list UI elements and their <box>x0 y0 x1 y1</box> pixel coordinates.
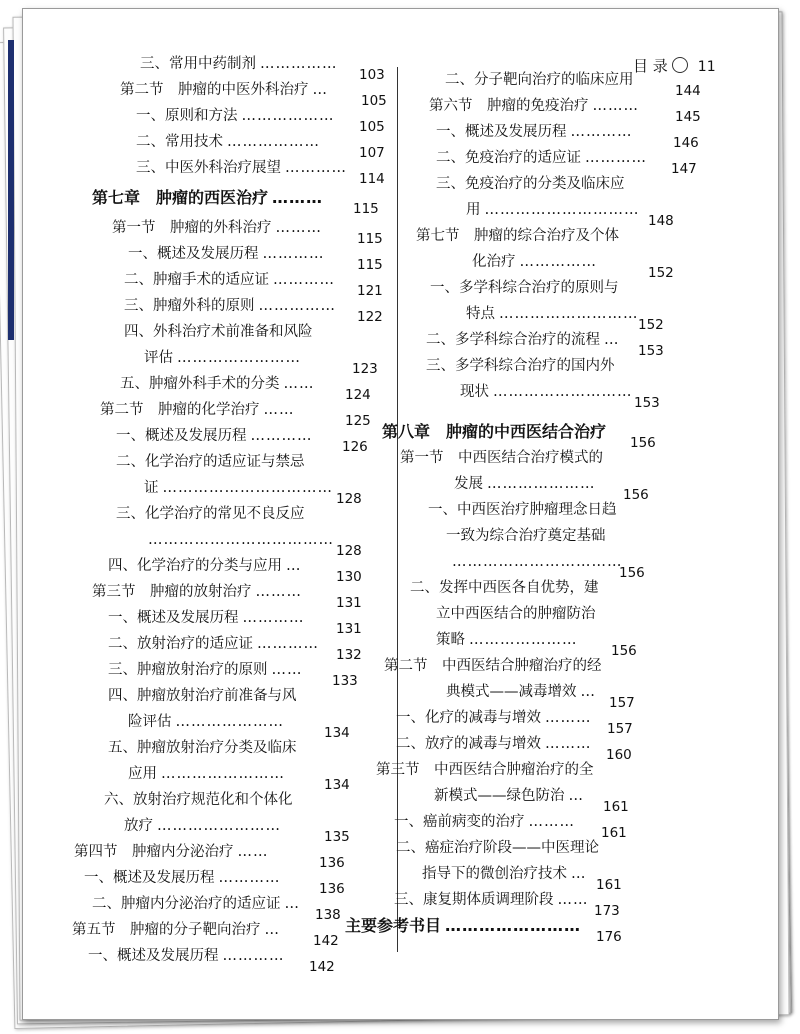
toc-entry-title: 三、常用中药制剂 <box>140 56 256 72</box>
toc-entry-title: 一、概述及发展历程 <box>84 870 215 886</box>
toc-entry-title: 一、概述及发展历程 <box>116 428 247 444</box>
toc-entry-page: 144 <box>675 83 701 99</box>
toc-entry-title: 二、发挥中西医各自优势，建 <box>410 580 599 596</box>
toc-entry <box>436 175 625 193</box>
toc-entry-title: 二、多学科综合治疗的流程 <box>426 332 600 348</box>
toc-entry-title: 一、原则和方法 <box>136 108 238 124</box>
toc-entry-page: 135 <box>324 829 350 845</box>
toc-entry-leader: …………………………… <box>162 480 333 496</box>
toc-entry-page: 115 <box>357 257 383 273</box>
toc-entry-page: 114 <box>359 171 385 187</box>
toc-entry <box>448 553 623 571</box>
toc-entry-title: 第二节 肿瘤的中医外科治疗 <box>120 82 309 98</box>
toc-entry-leader: … <box>571 866 587 882</box>
toc-entry-title: 指导下的微创治疗技术 <box>422 866 567 882</box>
toc-entry-title: 四、外科治疗术前准备和风险 <box>124 324 313 340</box>
toc-entry-page: 128 <box>336 491 362 507</box>
toc-entry-leader: … <box>312 82 328 98</box>
toc-entry-page: 123 <box>352 361 378 377</box>
toc-entry-leader: ……………………… <box>493 384 633 400</box>
toc-entry-title: 一、多学科综合治疗的原则与 <box>430 280 619 296</box>
toc-entry-title: 二、放疗的减毒与增效 <box>396 736 541 752</box>
toc-entry-title: 六、放射治疗规范化和个体化 <box>104 792 293 808</box>
toc-entry-page: 161 <box>601 825 627 841</box>
header-label: 目 录 <box>633 57 668 75</box>
toc-entry-page: 138 <box>315 907 341 923</box>
toc-entry-leader: ……………………… <box>499 306 639 322</box>
toc-entry-leader: ………………… <box>487 476 596 492</box>
toc-entry-leader: ……………………………… <box>148 532 334 548</box>
toc-entry-leader: …………… <box>260 56 338 72</box>
toc-entry-leader: ………… <box>273 272 335 288</box>
toc-entry-leader: …… <box>557 892 589 908</box>
toc-entry-leader: ……… <box>272 188 324 207</box>
toc-entry-page: 176 <box>596 929 622 945</box>
toc-entry-title: 第一节 肿瘤的外科治疗 <box>112 220 272 236</box>
toc-entry-page: 142 <box>313 933 339 949</box>
toc-entry-title: 第四节 肿瘤内分泌治疗 <box>74 844 234 860</box>
toc-entry <box>422 865 587 883</box>
toc-entry-title: 三、多学科综合治疗的国内外 <box>426 358 615 374</box>
toc-entry-title: 三、康复期体质调理阶段 <box>394 892 554 908</box>
toc-entry-page: 126 <box>342 439 368 455</box>
toc-entry-page: 105 <box>361 93 387 109</box>
toc-entry-title: 险评估 <box>128 714 172 730</box>
toc-entry-leader: ………… <box>285 160 347 176</box>
toc-entry-leader: ………… <box>222 948 285 964</box>
blue-cover-edge <box>8 40 14 340</box>
toc-entry <box>436 123 633 141</box>
toc-entry <box>382 423 606 441</box>
toc-entry <box>396 709 592 727</box>
toc-entry-leader: … <box>580 684 596 700</box>
toc-entry-page: 153 <box>638 343 664 359</box>
toc-entry-page: 115 <box>357 231 383 247</box>
toc-entry <box>430 279 619 297</box>
toc-entry-title: 策略 <box>436 632 465 648</box>
toc-entry-leader: …………… <box>258 298 336 314</box>
toc-entry-title: 一致为综合治疗奠定基础 <box>446 528 606 544</box>
toc-entry-page: 142 <box>309 959 335 975</box>
toc-entry-title: 一、概述及发展历程 <box>436 124 567 140</box>
toc-page <box>22 8 779 1020</box>
toc-entry-page: 121 <box>357 283 383 299</box>
toc-entry-title: 三、肿瘤外科的原则 <box>124 298 255 314</box>
header-page-number: 11 <box>697 59 716 75</box>
toc-entry-page: 148 <box>648 213 674 229</box>
toc-entry-leader: …… <box>263 402 295 418</box>
toc-entry-page: 156 <box>630 435 656 451</box>
toc-entry-leader: ………… <box>257 636 319 652</box>
toc-entry <box>446 527 606 545</box>
toc-entry-title: 三、中医外科治疗展望 <box>136 160 281 176</box>
toc-entry <box>394 813 575 831</box>
toc-entry-leader: ………… <box>570 124 633 140</box>
right-column <box>23 9 778 1019</box>
toc-entry-page: 128 <box>336 543 362 559</box>
toc-entry-page: 136 <box>319 881 345 897</box>
toc-entry-page: 130 <box>336 569 362 585</box>
toc-entry-leader: ………………………… <box>484 202 640 218</box>
toc-entry-title: 一、化疗的减毒与增效 <box>396 710 541 726</box>
toc-entry <box>436 605 596 623</box>
toc-entry-title: 一、概述及发展历程 <box>128 246 259 262</box>
toc-entry-leader: ………… <box>585 150 647 166</box>
toc-entry-title: 新模式——绿色防治 <box>434 788 565 804</box>
toc-entry <box>436 631 578 649</box>
toc-entry-page: 160 <box>606 747 632 763</box>
toc-entry-leader: ………………… <box>175 714 284 730</box>
toc-entry-leader: ……… <box>528 814 575 830</box>
toc-entry-leader: ……… <box>545 710 592 726</box>
toc-entry-leader: ……… <box>275 220 322 236</box>
toc-entry-page: 156 <box>611 643 637 659</box>
toc-entry-leader: … <box>604 332 620 348</box>
toc-entry-leader: … <box>264 922 280 938</box>
toc-entry-page: 156 <box>623 487 649 503</box>
toc-entry-title: 二、免疫治疗的适应证 <box>436 150 581 166</box>
toc-entry <box>345 917 581 935</box>
toc-entry-title: 放疗 <box>124 818 153 834</box>
toc-entry-title: 三、免疫治疗的分类及临床应 <box>436 176 625 192</box>
toc-entry-title: 三、化学治疗的常见不良反应 <box>116 506 305 522</box>
toc-entry-page: 105 <box>359 119 385 135</box>
toc-entry-title: 第八章 肿瘤的中西医结合治疗 <box>382 422 607 441</box>
toc-entry-leader: … <box>568 788 584 804</box>
toc-entry-page: 136 <box>319 855 345 871</box>
toc-entry-title: 二、肿瘤手术的适应证 <box>124 272 269 288</box>
toc-entry-page: 173 <box>594 903 620 919</box>
toc-entry-title: 应用 <box>128 766 157 782</box>
toc-entry-title: 一、概述及发展历程 <box>88 948 219 964</box>
toc-entry-title: 第五节 肿瘤的分子靶向治疗 <box>72 922 261 938</box>
toc-entry-title: 第二节 中西医结合肿瘤治疗的经 <box>384 658 602 674</box>
toc-entry-leader: …………………… <box>157 818 281 834</box>
toc-entry <box>446 683 596 701</box>
toc-entry-page: 153 <box>634 395 660 411</box>
toc-entry-leader: …………… <box>519 254 597 270</box>
toc-entry-title: 用 <box>466 202 481 218</box>
toc-entry-page: 157 <box>607 721 633 737</box>
toc-entry-page: 103 <box>359 67 385 83</box>
toc-entry <box>376 761 594 779</box>
toc-entry-page: 157 <box>609 695 635 711</box>
toc-entry-page: 161 <box>603 799 629 815</box>
toc-entry-leader: ………… <box>218 870 281 886</box>
toc-entry-title: 现状 <box>460 384 489 400</box>
toc-entry-title: 主要参考书目 <box>345 916 442 935</box>
toc-entry-leader: ……… <box>545 736 592 752</box>
toc-entry-title: 第一节 中西医结合治疗模式的 <box>400 450 603 466</box>
toc-entry-title: 证 <box>144 480 159 496</box>
toc-entry-title: 发展 <box>454 476 483 492</box>
toc-entry-page: 133 <box>332 673 358 689</box>
toc-entry-title: 第三节 中西医结合肿瘤治疗的全 <box>376 762 594 778</box>
toc-entry-title: 五、肿瘤外科手术的分类 <box>120 376 280 392</box>
toc-entry-title: 二、肿瘤内分泌治疗的适应证 <box>92 896 281 912</box>
toc-entry-title: 第七节 肿瘤的综合治疗及个体 <box>416 228 619 244</box>
toc-entry-title: 二、分子靶向治疗的临床应用 <box>445 72 634 88</box>
toc-entry-title: 二、放射治疗的适应证 <box>108 636 253 652</box>
toc-entry-leader: ………… <box>242 610 305 626</box>
toc-entry-title: 一、中西医治疗肿瘤理念日趋 <box>428 502 617 518</box>
toc-entry-page: 131 <box>336 621 362 637</box>
toc-entry-page: 107 <box>359 145 385 161</box>
toc-entry-page: 125 <box>345 413 371 429</box>
toc-entry <box>416 227 619 245</box>
toc-entry-page: 145 <box>675 109 701 125</box>
toc-entry-leader: ……… <box>592 98 639 114</box>
toc-entry <box>434 787 584 805</box>
toc-entry-page: 152 <box>648 265 674 281</box>
toc-entry <box>428 501 617 519</box>
toc-entry-page: 124 <box>345 387 371 403</box>
toc-entry-leader: … <box>286 558 302 574</box>
toc-entry-leader: ………………… <box>469 632 578 648</box>
toc-entry-page: 132 <box>336 647 362 663</box>
toc-entry <box>426 331 620 349</box>
toc-entry-title: 一、概述及发展历程 <box>108 610 239 626</box>
toc-entry <box>396 839 599 857</box>
toc-entry-title: 特点 <box>466 306 495 322</box>
toc-entry-leader: …………………… <box>161 766 285 782</box>
toc-entry <box>384 657 602 675</box>
toc-entry-title: 四、肿瘤放射治疗前准备与风 <box>108 688 297 704</box>
toc-entry-page: 156 <box>619 565 645 581</box>
toc-entry-title: 第二节 肿瘤的化学治疗 <box>100 402 260 418</box>
toc-entry-leader: ………… <box>262 246 325 262</box>
toc-entry-title: 二、化学治疗的适应证与禁忌 <box>116 454 305 470</box>
toc-entry-leader: ………… <box>250 428 313 444</box>
toc-entry-page: 115 <box>353 201 379 217</box>
toc-entry-title: 五、肿瘤放射治疗分类及临床 <box>108 740 297 756</box>
toc-entry-title: 二、癌症治疗阶段——中医理论 <box>396 840 599 856</box>
toc-entry-title: 化治疗 <box>472 254 516 270</box>
toc-entry-page: 147 <box>671 161 697 177</box>
toc-entry <box>466 201 640 219</box>
toc-entry-leader: ……………… <box>241 108 335 124</box>
toc-entry-leader: …… <box>283 376 315 392</box>
toc-entry-leader: ……… <box>255 584 302 600</box>
toc-entry-leader: ……………… <box>227 134 320 150</box>
toc-entry <box>396 735 592 753</box>
toc-entry <box>466 305 639 323</box>
toc-entry-page: 146 <box>673 135 699 151</box>
toc-entry-page: 152 <box>638 317 664 333</box>
toc-entry-title: 典模式——减毒增效 <box>446 684 577 700</box>
toc-entry <box>394 891 589 909</box>
toc-entry-title: 一、癌前病变的治疗 <box>394 814 525 830</box>
toc-entry-title: 立中西医结合的肿瘤防治 <box>436 606 596 622</box>
toc-entry <box>400 449 603 467</box>
toc-entry-leader: …………………………… <box>452 554 623 570</box>
toc-entry-page: 122 <box>357 309 383 325</box>
toc-entry-page: 134 <box>324 777 350 793</box>
toc-entry-title: 二、常用技术 <box>136 134 223 150</box>
toc-entry-title: 三、肿瘤放射治疗的原则 <box>108 662 268 678</box>
toc-entry-leader: …………………… <box>177 350 301 366</box>
toc-entry-page: 131 <box>336 595 362 611</box>
toc-entry-leader: …… <box>237 844 269 860</box>
toc-entry <box>436 149 647 167</box>
toc-entry-leader: …………………… <box>445 916 582 935</box>
toc-entry-leader: …… <box>271 662 303 678</box>
toc-entry-title: 评估 <box>144 350 173 366</box>
toc-entry <box>410 579 599 597</box>
toc-entry-title: 第六节 肿瘤的免疫治疗 <box>429 98 589 114</box>
toc-entry-page: 134 <box>324 725 350 741</box>
toc-entry <box>472 253 597 271</box>
toc-entry-leader: … <box>284 896 300 912</box>
toc-entry-title: 四、化学治疗的分类与应用 <box>108 558 282 574</box>
toc-entry <box>426 357 615 375</box>
toc-entry-page: 161 <box>596 877 622 893</box>
toc-entry <box>429 97 639 115</box>
toc-entry-title: 第三节 肿瘤的放射治疗 <box>92 584 252 600</box>
toc-entry-title: 第七章 肿瘤的西医治疗 <box>92 188 269 207</box>
toc-entry <box>445 71 634 89</box>
toc-entry <box>460 383 633 401</box>
toc-entry <box>454 475 596 493</box>
